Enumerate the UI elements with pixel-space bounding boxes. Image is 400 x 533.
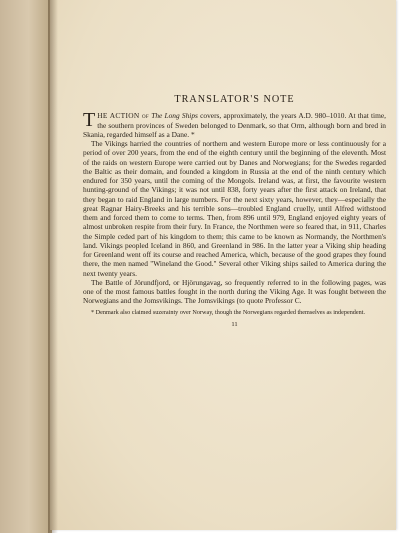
paragraph-1-text: covers, approximately, the years A.D. 980–1010. At that time, the southern provinces of Sweden belonged to Denmark, so that Orm, although born and bred in Skania, regarded himself as a Dane. * <box>83 111 386 139</box>
book-page <box>50 0 396 530</box>
page-content <box>83 95 386 329</box>
facing-page-edge <box>0 0 52 533</box>
book-title-italic: The Long Ships <box>151 111 198 121</box>
page-title: TRANSLATOR'S NOTE <box>174 94 295 105</box>
book-gutter <box>48 0 58 533</box>
lead-in: HE ACTION of <box>97 111 149 121</box>
page-number: 11 <box>231 321 238 329</box>
drop-cap: T <box>83 109 96 132</box>
paragraph-3: The Battle of Jörundfjord, or Hjörungavag, so frequently referred to in the following pages, was one of the most famous battles fought in the north during the Viking Age. It was fought between the Norwegians and the Jomsvikings. The Jomsvikings (to quote Professor C. <box>83 277 386 306</box>
footnote: * Denmark also claimed suzerainty over Norway, though the Norwegians regarded themselves as independent. <box>91 308 365 316</box>
paragraph-2: The Vikings harried the countries of northern and western Europe more or less continuously for a period of over 200 years, from the end of the eighth century until the beginning of the eleventh. Most of the raids on western Europe were carried out by Danes and Norwegians; for the Swedes regarded the Baltic as their domain, and founded a kingdom in Russia at the end of the ninth century which endured for 350 years, until the coming of the Mongols. Ireland was, at first, the favourite western hunting-ground of the Vikings; it was not until 838, forty years after the first attack on Ireland, that they began to raid England in large numbers. For the next sixty years, however, they—especially the great Ragnar Hairy-Breeks and his terrible sons—troubled England cruelly, until Alfred withstood them and forced them to come to terms. Then, from 896 until 979, England enjoyed eighty years of almost unbroken respite from their fury. In France, the Northmen were so feared that, in 911, Charles the Simple ceded part of his kingdom to them; this came to be known as Normandy, the Northmen's land. Vikings peopled Iceland in 860, and Greenland in 986. In the latter year a Viking ship heading for Greenland went off its course and reached America, which, because of the good grapes they found there, the men named "Wineland the Good." Several other Viking ships sailed to America during the next twenty years. <box>83 139 386 278</box>
paragraph-1 <box>83 111 386 139</box>
